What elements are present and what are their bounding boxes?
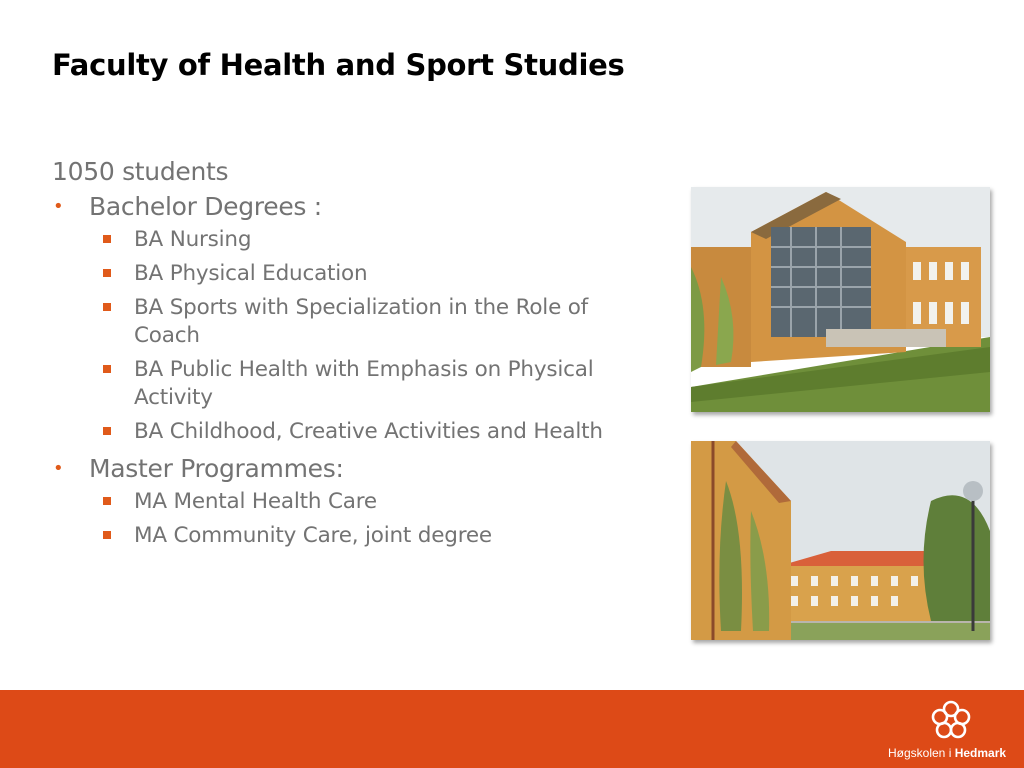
slide-content	[52, 154, 652, 556]
bullet-dot-icon: •	[53, 196, 64, 217]
square-bullet-icon	[103, 531, 111, 539]
list-item: MA Community Care, joint degree	[89, 522, 652, 550]
footer-bar	[0, 690, 1024, 768]
student-count: 1050 students	[52, 157, 229, 186]
list-item: MA Mental Health Care	[89, 488, 652, 516]
list-item: BA Public Health with Emphasis on Physical Activity	[89, 356, 652, 412]
master-list	[89, 488, 652, 550]
square-bullet-icon	[103, 427, 111, 435]
list-item: BA Childhood, Creative Activities and Health	[89, 418, 652, 446]
section-bachelor	[52, 190, 652, 446]
square-bullet-icon	[103, 269, 111, 277]
square-bullet-icon	[103, 497, 111, 505]
bullet-dot-icon: •	[53, 458, 64, 479]
list-item: BA Sports with Specialization in the Role of Coach	[89, 294, 652, 350]
section-heading: Master Programmes:	[89, 454, 344, 483]
campus-courtyard-photo	[691, 441, 990, 640]
square-bullet-icon	[103, 303, 111, 311]
bachelor-list	[89, 226, 652, 446]
section-heading: Bachelor Degrees :	[89, 192, 322, 221]
section-master	[52, 452, 652, 550]
campus-building-photo	[691, 187, 990, 412]
list-item: BA Nursing	[89, 226, 652, 254]
square-bullet-icon	[103, 235, 111, 243]
university-logo-icon	[930, 700, 972, 740]
square-bullet-icon	[103, 365, 111, 373]
list-item: BA Physical Education	[89, 260, 652, 288]
slide-title: Faculty of Health and Sport Studies	[52, 48, 625, 82]
university-logo-text: Høgskolen i Hedmark	[888, 746, 1007, 760]
bullet-list	[52, 190, 652, 550]
